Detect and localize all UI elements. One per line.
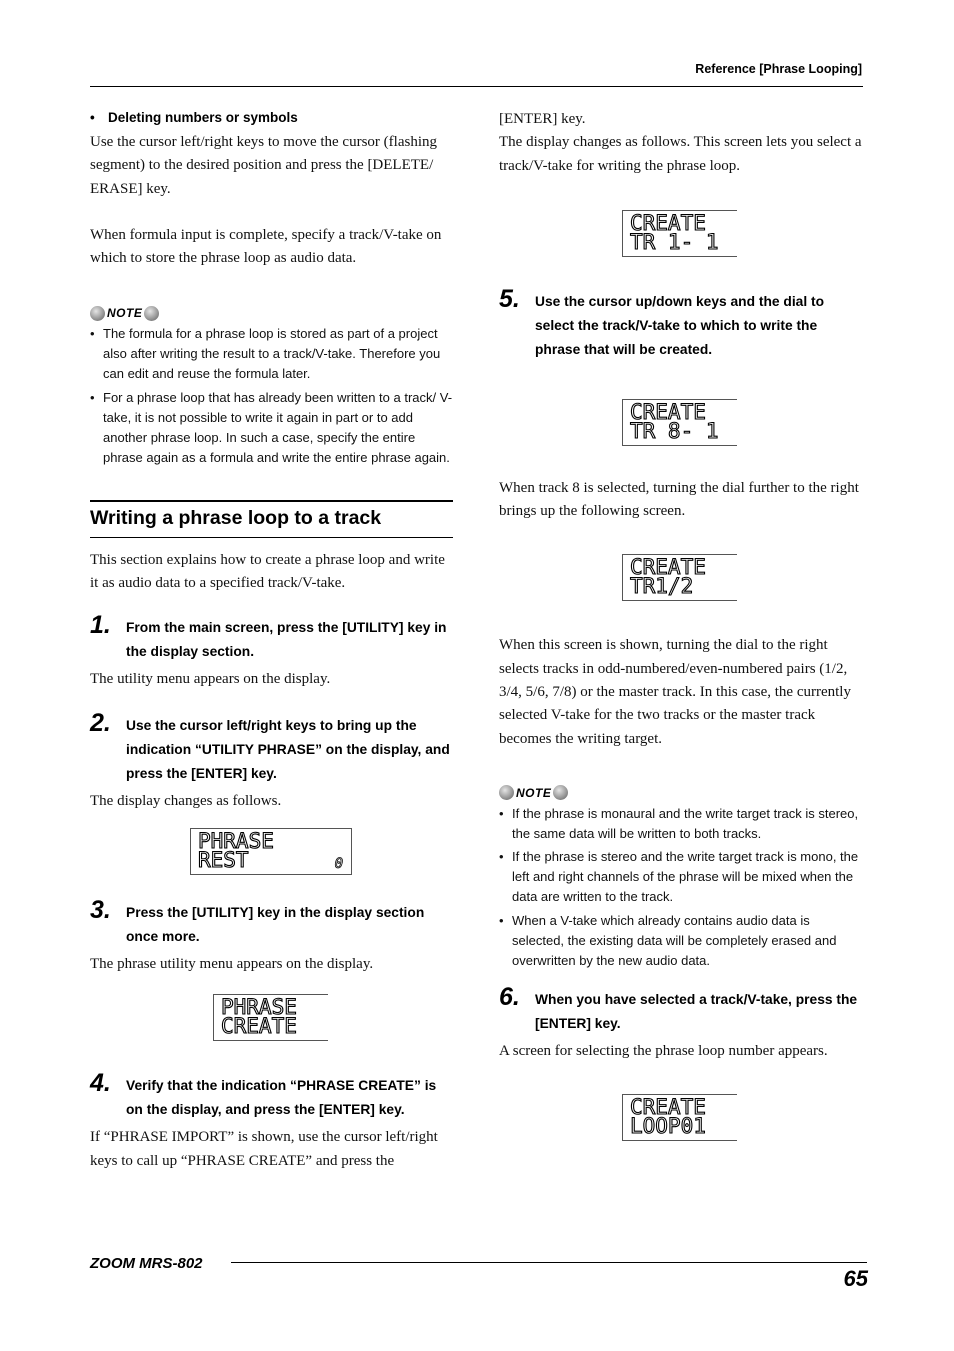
step-instruction: When you have selected a track/V-take, press the [ENTER] key. [535, 991, 858, 1031]
header-rule [90, 86, 863, 87]
step-number: 1. [90, 611, 111, 640]
note-bullet-icon [144, 306, 159, 321]
paragraph-continued: [ENTER] key. [499, 111, 586, 127]
lcd-line-1: CREATE [630, 1094, 706, 1119]
step-2 [90, 708, 453, 786]
lcd-line-1: PHRASE [198, 828, 274, 853]
step-result: The utility menu appears on the display. [90, 671, 331, 688]
note-label [90, 303, 453, 323]
lcd-display-phrase-create [213, 994, 328, 1041]
note-item: • The formula for a phrase loop is stored as part of a project also after writing the result to a track/V-take. Therefore you can edit and reuse the formula later. [90, 324, 453, 384]
section-intro: This section explains how to create a phrase loop and write it as audio data to a specified track/V-take. [90, 551, 445, 592]
lcd-display-create-tr1 [622, 210, 737, 257]
note-list [499, 804, 863, 971]
note-item: • For a phrase loop that has already been written to a track/ V-take, it is not possible to write it again in part or to add another phrase loop. In such a case, specify the entire phrase again as a formula and write the entire phrase again. [90, 388, 453, 468]
bullet-heading: • Deleting numbers or symbols [90, 108, 453, 128]
step-instruction: Verify that the indication “PHRASE CREATE” is on the display, and press the [ENTER] key. [126, 1078, 437, 1118]
lcd-line-2: REST [198, 847, 249, 872]
step-1 [90, 611, 453, 664]
note-bullet-icon [553, 785, 568, 800]
note-label [499, 783, 863, 803]
lcd-value: 0 [334, 855, 343, 872]
step-5 [499, 284, 863, 362]
step-instruction: Use the cursor left/right keys to bring up the indication “UTILITY PHRASE” on the display, and press the [ENTER] key. [126, 717, 450, 781]
note-bullet-icon [90, 306, 105, 321]
lcd-display-create-tr1-2 [622, 554, 737, 601]
step-result: The display changes as follows. [90, 792, 282, 809]
paragraph: Use the cursor left/right keys to move the cursor (flashing segment) to the desired position and press the [DELETE/ ERASE] key. [90, 134, 437, 197]
step-instruction: Use the cursor up/down keys and the dial to select the track/V-take to which to write the phrase that will be created. [535, 293, 825, 357]
paragraph: When this screen is shown, turning the dial to the right selects tracks in odd-numbered/even-numbered pairs (1/2, 3/4, 5/6, 7/8) or the master track. In this case, the currently selected V-take for the two tracks or the master track becomes the writing target. [499, 637, 851, 747]
lcd-line-2: LOOP01 [630, 1113, 706, 1138]
note-list [90, 324, 453, 467]
footer-rule [231, 1262, 867, 1263]
paragraph: When formula input is complete, specify a track/V-take on which to store the phrase loop as audio data. [90, 226, 442, 267]
lcd-line-1: CREATE [630, 555, 706, 580]
paragraph: When track 8 is selected, turning the dial further to the right brings up the following screen. [499, 479, 859, 520]
section-heading-block [90, 500, 453, 538]
lcd-line-1: PHRASE [221, 995, 297, 1020]
lcd-line-2: TR 8- 1 [630, 418, 719, 443]
note-bullet-icon [499, 785, 514, 800]
lcd-display-phrase-rest [190, 828, 352, 875]
lcd-display-create-tr8 [622, 399, 737, 446]
page-number: 65 [843, 1266, 868, 1291]
step-number: 5. [499, 284, 520, 313]
step-instruction: From the main screen, press the [UTILITY] key in the display section. [126, 620, 447, 660]
footer-product-name: ZOOM MRS-802 [90, 1255, 203, 1272]
step-6 [499, 982, 863, 1036]
step-instruction: Press the [UTILITY] key in the display section once more. [126, 904, 425, 944]
left-column [90, 108, 453, 1173]
lcd-line-2: CREATE [221, 1014, 297, 1039]
note-item: • If the phrase is monaural and the write target track is stereo, the same data will be written to both tracks. [499, 804, 863, 844]
lcd-display-create-loop01 [622, 1094, 737, 1141]
step-4 [90, 1069, 453, 1122]
lcd-line-1: CREATE [630, 399, 706, 424]
right-column [499, 108, 863, 1141]
step-number: 3. [90, 895, 111, 924]
step-result: A screen for selecting the phrase loop number appears. [499, 1042, 828, 1059]
running-header: Reference [Phrase Looping] [695, 62, 862, 76]
note-item: • When a V-take which already contains audio data is selected, the existing data will be completely erased and overwritten by the new audio data. [499, 911, 863, 971]
lcd-line-2: TR1/2 [630, 574, 694, 599]
section-title: Writing a phrase loop to a track [90, 506, 382, 529]
note-item: • If the phrase is stereo and the write target track is mono, the left and right channels of the phrase will be mixed when the data are written to the track. [499, 847, 863, 907]
step-number: 4. [90, 1069, 111, 1098]
step-result: The phrase utility menu appears on the display. [90, 955, 374, 972]
note-label-text: NOTE [107, 306, 143, 321]
step-number: 6. [499, 982, 520, 1011]
note-label-text: NOTE [516, 785, 552, 800]
step-result: If “PHRASE IMPORT” is shown, use the cursor left/right keys to call up “PHRASE CREATE” and press the [90, 1129, 438, 1169]
lcd-line-1: CREATE [630, 210, 706, 235]
paragraph: The display changes as follows. This screen lets you select a track/V-take for writing the phrase loop. [499, 134, 862, 174]
lcd-line-2: TR 1- 1 [630, 229, 719, 254]
step-number: 2. [90, 708, 111, 737]
step-3 [90, 895, 453, 949]
